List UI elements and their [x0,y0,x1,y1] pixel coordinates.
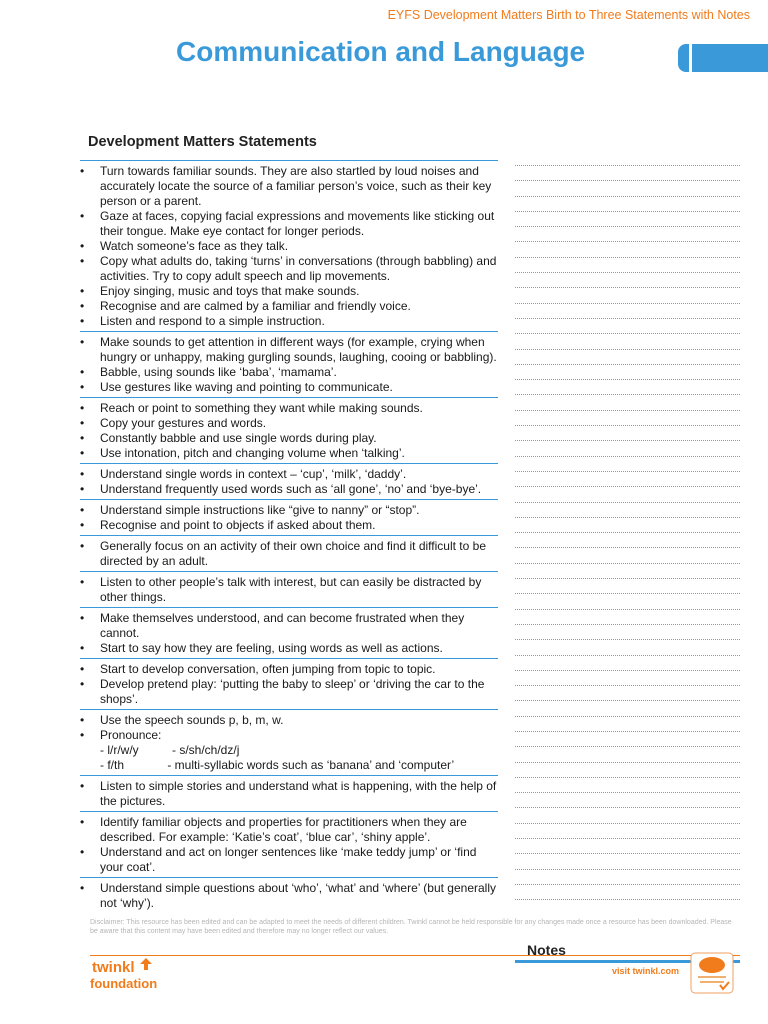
logo-text-bottom: foundation [90,976,158,991]
bullet-icon: • [80,611,85,625]
notes-lines [515,165,740,915]
statement-text: Understand and act on longer sentences like ‘make teddy jump’ or ‘find your coat’. [100,845,477,874]
notes-line[interactable] [515,639,740,640]
notes-line[interactable] [515,762,740,763]
notes-line[interactable] [515,547,740,548]
statement-group [80,811,498,877]
section-title: Development Matters Statements [88,134,317,150]
notes-line[interactable] [515,899,740,900]
notes-line[interactable] [515,272,740,273]
notes-line[interactable] [515,807,740,808]
bullet-icon: • [80,365,85,379]
notes-line[interactable] [515,853,740,854]
statement-item [80,446,498,461]
bullet-icon: • [80,713,85,727]
disclaimer-text: Disclaimer: This resource has been edited and can be adapted to meet the needs of different children. Twinkl cannot be held responsible for any changes made once a resource has been downloaded. Please be aware that this content may have been edited and therefore may no longer reflect our values. [90,919,732,935]
statement-item [80,365,498,380]
notes-line[interactable] [515,700,740,701]
pronounce-subline: - f/th - multi-syllabic words such as ‘banana’ and ‘computer’ [100,758,455,772]
notes-line[interactable] [515,425,740,426]
statement-text: Turn towards familiar sounds. They are also startled by loud noises and accurately locate the source of a familiar person’s voice, such as their key person or a parent. [100,164,492,208]
statement-item [80,518,498,533]
statement-item [80,845,498,875]
statement-group [80,571,498,607]
statement-item [80,209,498,239]
notes-line[interactable] [515,563,740,564]
statement-item [80,335,498,365]
statement-text: Enjoy singing, music and toys that make sounds. [100,284,360,298]
statement-group [80,877,498,913]
notes-line[interactable] [515,578,740,579]
statement-text: Pronounce: [100,728,162,742]
statement-item [80,482,498,497]
notes-line[interactable] [515,869,740,870]
statement-item [80,239,498,254]
statement-text: Use intonation, pitch and changing volume when ‘talking’. [100,446,405,460]
notes-line[interactable] [515,241,740,242]
notes-line[interactable] [515,303,740,304]
statement-group [80,397,498,463]
notes-line[interactable] [515,379,740,380]
document-subtitle: EYFS Development Matters Birth to Three Statements with Notes [387,8,750,22]
statement-item [80,713,498,728]
statement-group [80,535,498,571]
statement-item [80,314,498,329]
statement-group [80,775,498,811]
bullet-icon: • [80,446,85,460]
bullet-icon: • [80,575,85,589]
statement-text: Constantly babble and use single words during play. [100,431,377,445]
bullet-icon: • [80,881,85,895]
statement-item [80,815,498,845]
statement-item [80,299,498,314]
statement-text: Listen to simple stories and understand what is happening, with the help of the pictures. [100,779,497,808]
notes-line[interactable] [515,731,740,732]
notes-line[interactable] [515,410,740,411]
bullet-icon: • [80,209,85,223]
statement-text: Identify familiar objects and properties for practitioners when they are described. For example: ‘Katie’s coat’, ‘blue car’, ‘shiny apple’. [100,815,467,844]
statement-text: Reach or point to something they want while making sounds. [100,401,423,415]
bullet-icon: • [80,401,85,415]
statement-text: Understand simple questions about ‘who’, ‘what’ and ‘where’ (but generally not ‘why’). [100,881,496,910]
bullet-icon: • [80,677,85,691]
statement-item [80,881,498,911]
notes-line[interactable] [515,517,740,518]
header-tab-gap [689,44,692,72]
bullet-icon: • [80,416,85,430]
notes-line[interactable] [515,211,740,212]
statement-text: Start to say how they are feeling, using words as well as actions. [100,641,443,655]
notes-line[interactable] [515,364,740,365]
notes-line[interactable] [515,502,740,503]
bullet-icon: • [80,335,85,349]
bullet-icon: • [80,284,85,298]
notes-line[interactable] [515,165,740,166]
bullet-icon: • [80,164,85,178]
bullet-icon: • [80,239,85,253]
statement-text: Make sounds to get attention in different ways (for example, crying when hungry or unhappy, making gurgling sounds, laughing, cooing or babbling). [100,335,497,364]
statement-group [80,607,498,658]
notes-line[interactable] [515,471,740,472]
statement-item [80,575,498,605]
logo-text-top: twinkl [92,959,135,976]
twinkl-foundation-logo [88,954,158,994]
visit-link[interactable]: visit twinkl.com [612,966,680,976]
notes-line[interactable] [515,823,740,824]
statement-item [80,467,498,482]
notes-line[interactable] [515,792,740,793]
bullet-icon: • [80,779,85,793]
bullet-icon: • [80,431,85,445]
notes-line[interactable] [515,593,740,594]
statement-item [80,779,498,809]
statement-item [80,662,498,677]
statement-group [80,499,498,535]
statement-text: Gaze at faces, copying facial expressions and movements like sticking out their tongue. Make eye contact for longer periods. [100,209,495,238]
statement-text: Develop pretend play: ‘putting the baby to sleep’ or ‘driving the car to the shops’. [100,677,485,706]
notes-line[interactable] [515,456,740,457]
bullet-icon: • [80,728,85,742]
logo-house-icon [140,958,152,970]
statement-item [80,728,498,743]
notes-line[interactable] [515,349,740,350]
notes-line[interactable] [515,333,740,334]
notes-line[interactable] [515,394,740,395]
page-title: Communication and Language [176,36,586,67]
statement-text: Listen and respond to a simple instruction. [100,314,325,328]
notes-line[interactable] [515,532,740,533]
notes-line[interactable] [515,226,740,227]
statement-item [80,284,498,299]
statement-text: Use the speech sounds p, b, m, w. [100,713,284,727]
notes-line[interactable] [515,884,740,885]
statement-item [80,416,498,431]
statement-item [80,503,498,518]
footer-divider [90,955,740,956]
statement-text: Copy what adults do, taking ‘turns’ in conversations (through babbling) and activities. Try to copy adult speech and lip movements. [100,254,497,283]
bullet-icon: • [80,815,85,829]
statements-list [80,160,498,913]
statement-item [80,641,498,656]
bullet-icon: • [80,482,85,496]
notes-line[interactable] [515,670,740,671]
statement-item [80,677,498,707]
statement-item [80,539,498,569]
notes-line[interactable] [515,838,740,839]
bullet-icon: • [80,641,85,655]
statement-item [80,431,498,446]
statement-text: Listen to other people’s talk with interest, but can easily be distracted by other things. [100,575,482,604]
notes-line[interactable] [515,655,740,656]
statement-text: Copy your gestures and words. [100,416,267,430]
bullet-icon: • [80,254,85,268]
notes-label: Notes [527,942,566,958]
pronounce-subline: - l/r/w/y - s/sh/ch/dz/j [100,743,240,757]
bullet-icon: • [80,518,85,532]
statement-text: Watch someone’s face as they talk. [100,239,289,253]
statement-text: Make themselves understood, and can become frustrated when they cannot. [100,611,465,640]
notes-line[interactable] [515,180,740,181]
notes-line[interactable] [515,746,740,747]
statement-text: Understand frequently used words such as ‘all gone’, ‘no’ and ‘bye-bye’. [100,482,482,496]
notes-line[interactable] [515,716,740,717]
notes-line[interactable] [515,685,740,686]
bullet-icon: • [80,845,85,859]
notes-line[interactable] [515,318,740,319]
statement-item [80,611,498,641]
notes-line[interactable] [515,196,740,197]
notes-line[interactable] [515,257,740,258]
statement-item [80,380,498,395]
quality-badge-icon [690,952,734,994]
statement-text: Generally focus on an activity of their own choice and find it difficult to be directed by an adult. [100,539,486,568]
notes-line[interactable] [515,287,740,288]
statement-item [80,401,498,416]
statement-text: Recognise and are calmed by a familiar and friendly voice. [100,299,411,313]
notes-line[interactable] [515,486,740,487]
notes-line[interactable] [515,440,740,441]
bullet-icon: • [80,503,85,517]
bullet-icon: • [80,314,85,328]
notes-line[interactable] [515,624,740,625]
statement-item [80,254,498,284]
statement-item [80,164,498,209]
notes-line[interactable] [515,777,740,778]
bullet-icon: • [80,467,85,481]
statement-group [80,160,498,331]
bullet-icon: • [80,539,85,553]
bullet-icon: • [80,662,85,676]
statement-text: Recognise and point to objects if asked about them. [100,518,376,532]
statement-group [80,709,498,775]
statement-text: Understand single words in context – ‘cup’, ‘milk’, ‘daddy’. [100,467,407,481]
bullet-icon: • [80,299,85,313]
statement-group [80,331,498,397]
statement-text: Use gestures like waving and pointing to communicate. [100,380,393,394]
bullet-icon: • [80,380,85,394]
statement-text: Babble, using sounds like ‘baba’, ‘mamama’. [100,365,337,379]
statement-text: Understand simple instructions like “give to nanny” or “stop”. [100,503,420,517]
statement-text: Start to develop conversation, often jumping from topic to topic. [100,662,436,676]
statement-group [80,658,498,709]
statement-group [80,463,498,499]
notes-line[interactable] [515,609,740,610]
